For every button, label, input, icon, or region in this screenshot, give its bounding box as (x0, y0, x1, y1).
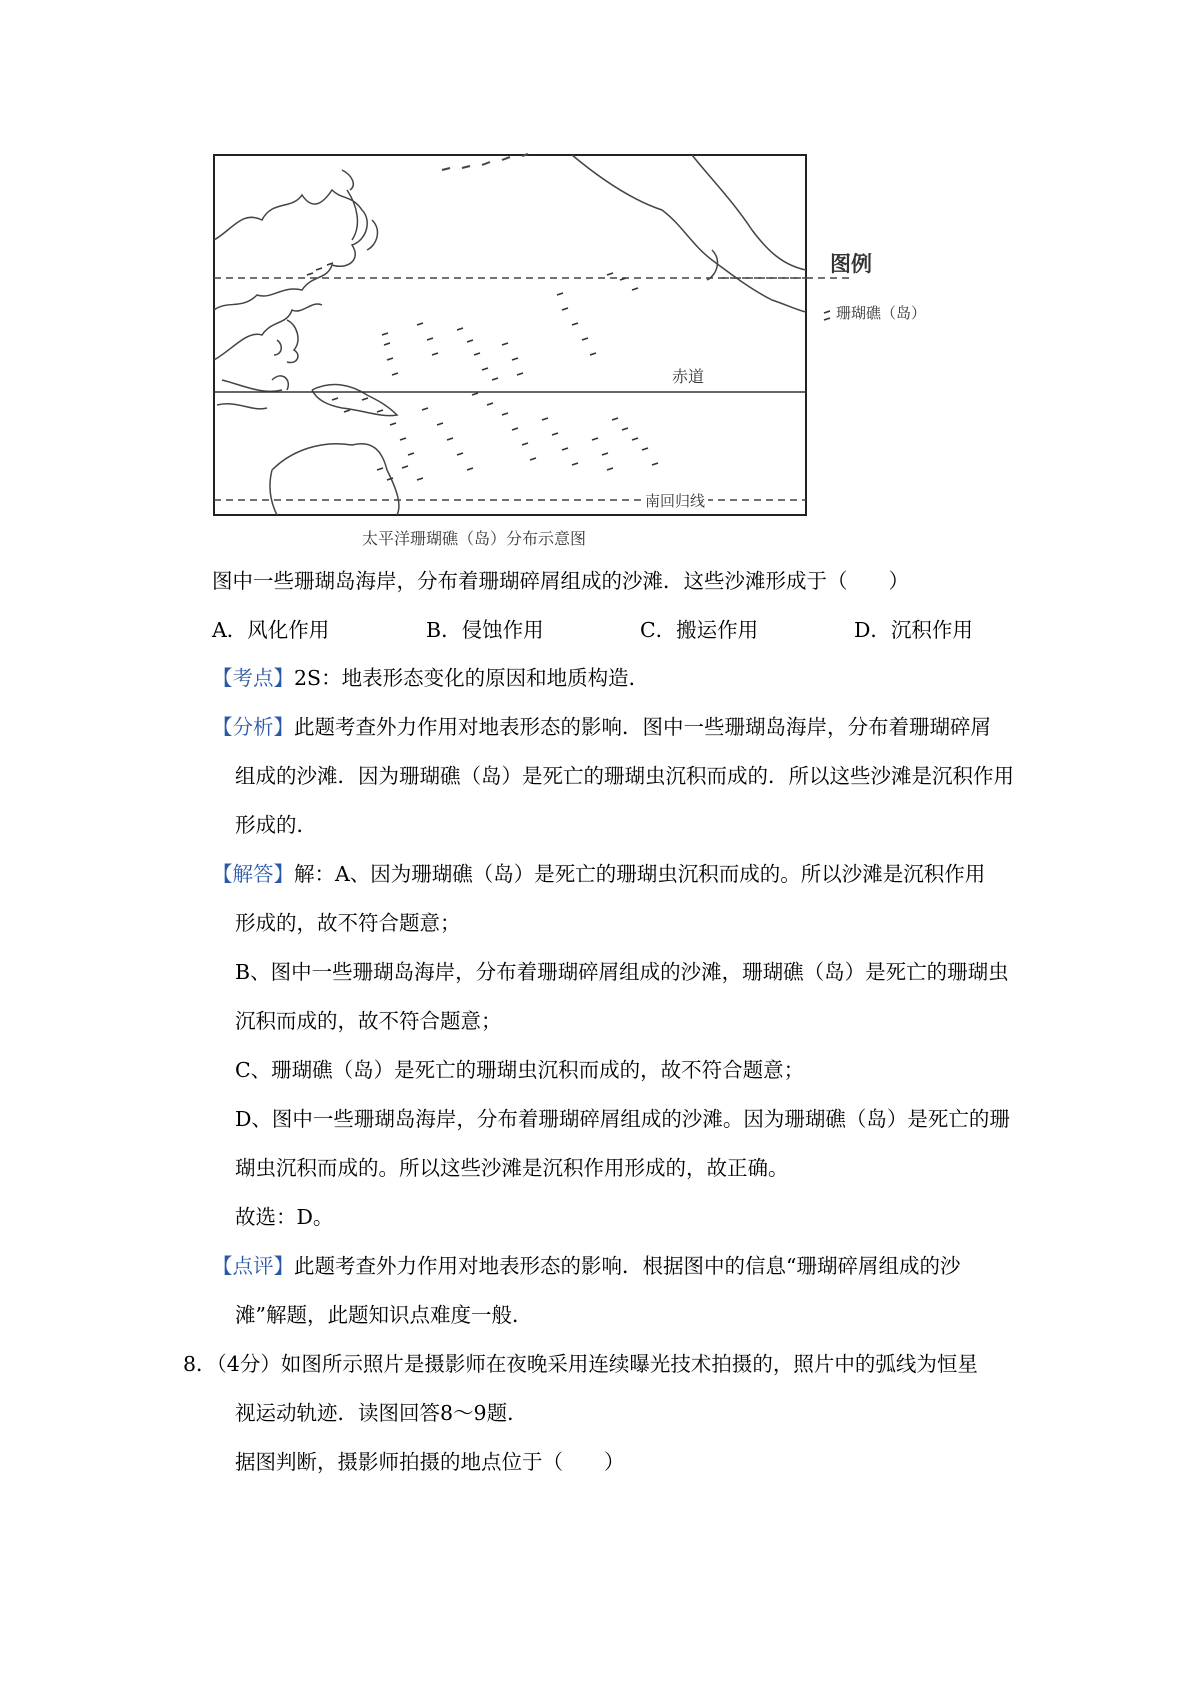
q8-line-3: 据图判断，摄影师拍摄的地点位于（ ） (235, 1450, 625, 1474)
fenxi-tag: 【分析】 (212, 715, 294, 739)
jieda-line-8: 故选：D。 (235, 1205, 334, 1229)
dianping-line-2: 滩”解题，此题知识点难度一般． (235, 1303, 533, 1327)
q7-option-b: B．侵蚀作用 (426, 618, 544, 642)
q7-options (212, 615, 973, 645)
jieda-tag: 【解答】 (212, 862, 294, 886)
fenxi-text-1: 此题考查外力作用对地表形态的影响．图中一些珊瑚岛海岸，分布着珊瑚碎屑 (294, 715, 991, 739)
map-caption: 太平洋珊瑚礁（岛）分布示意图 (362, 529, 587, 548)
legend-title: 图例 (830, 252, 872, 276)
legend-coral-icon (824, 311, 830, 320)
jieda-text-1: 解：A、因为珊瑚礁（岛）是死亡的珊瑚虫沉积而成的。所以沙滩是沉积作用 (294, 862, 986, 886)
q8-line-1 (183, 1349, 978, 1379)
jieda-line-1 (212, 859, 985, 889)
coral-reef-map-figure (212, 150, 952, 558)
kaodian-text: 2S：地表形态变化的原因和地质构造． (294, 666, 650, 690)
kaodian-line (212, 663, 649, 693)
q8-line-2: 视运动轨迹．读图回答8～9题． (235, 1401, 528, 1425)
dianping-tag: 【点评】 (212, 1254, 294, 1278)
fenxi-line-3: 形成的． (235, 813, 317, 837)
q7-option-a: A．风化作用 (212, 618, 330, 642)
jieda-line-6: D、图中一些珊瑚岛海岸，分布着珊瑚碎屑组成的沙滩。因为珊瑚礁（岛）是死亡的珊 (235, 1107, 1010, 1131)
equator-label: 赤道 (672, 367, 705, 386)
dianping-line-1 (212, 1251, 960, 1281)
jieda-line-5: C、珊瑚礁（岛）是死亡的珊瑚虫沉积而成的，故不符合题意； (235, 1058, 805, 1082)
legend-item-coral-reef: 珊瑚礁（岛） (836, 304, 927, 322)
q7-stem: 图中一些珊瑚岛海岸，分布着珊瑚碎屑组成的沙滩．这些沙滩形成于（ ） (212, 569, 909, 593)
pacific-map-graphic (212, 150, 952, 558)
q7-option-c: C．搬运作用 (640, 618, 759, 642)
q8-text-1: （4分）如图所示照片是摄影师在夜晚采用连续曝光技术拍摄的，照片中的弧线为恒星 (216, 1352, 978, 1376)
q7-option-d: D．沉积作用 (854, 618, 973, 642)
fenxi-line-2: 组成的沙滩．因为珊瑚礁（岛）是死亡的珊瑚虫沉积而成的．所以这些沙滩是沉积作用 (235, 764, 1014, 788)
jieda-line-2: 形成的，故不符合题意； (235, 911, 461, 935)
q8-number: 8． (183, 1352, 217, 1376)
map-frame (214, 155, 806, 515)
jieda-line-4: 沉积而成的，故不符合题意； (235, 1009, 502, 1033)
kaodian-tag: 【考点】 (212, 666, 294, 690)
tropic-capricorn-label: 南回归线 (642, 490, 708, 511)
fenxi-line-1 (212, 712, 991, 742)
jieda-line-3: B、图中一些珊瑚岛海岸，分布着珊瑚碎屑组成的沙滩，珊瑚礁（岛）是死亡的珊瑚虫 (235, 960, 1009, 984)
dianping-text-1: 此题考查外力作用对地表形态的影响．根据图中的信息“珊瑚碎屑组成的沙 (294, 1254, 961, 1278)
jieda-line-7: 瑚虫沉积而成的。所以这些沙滩是沉积作用形成的，故正确。 (235, 1156, 789, 1180)
